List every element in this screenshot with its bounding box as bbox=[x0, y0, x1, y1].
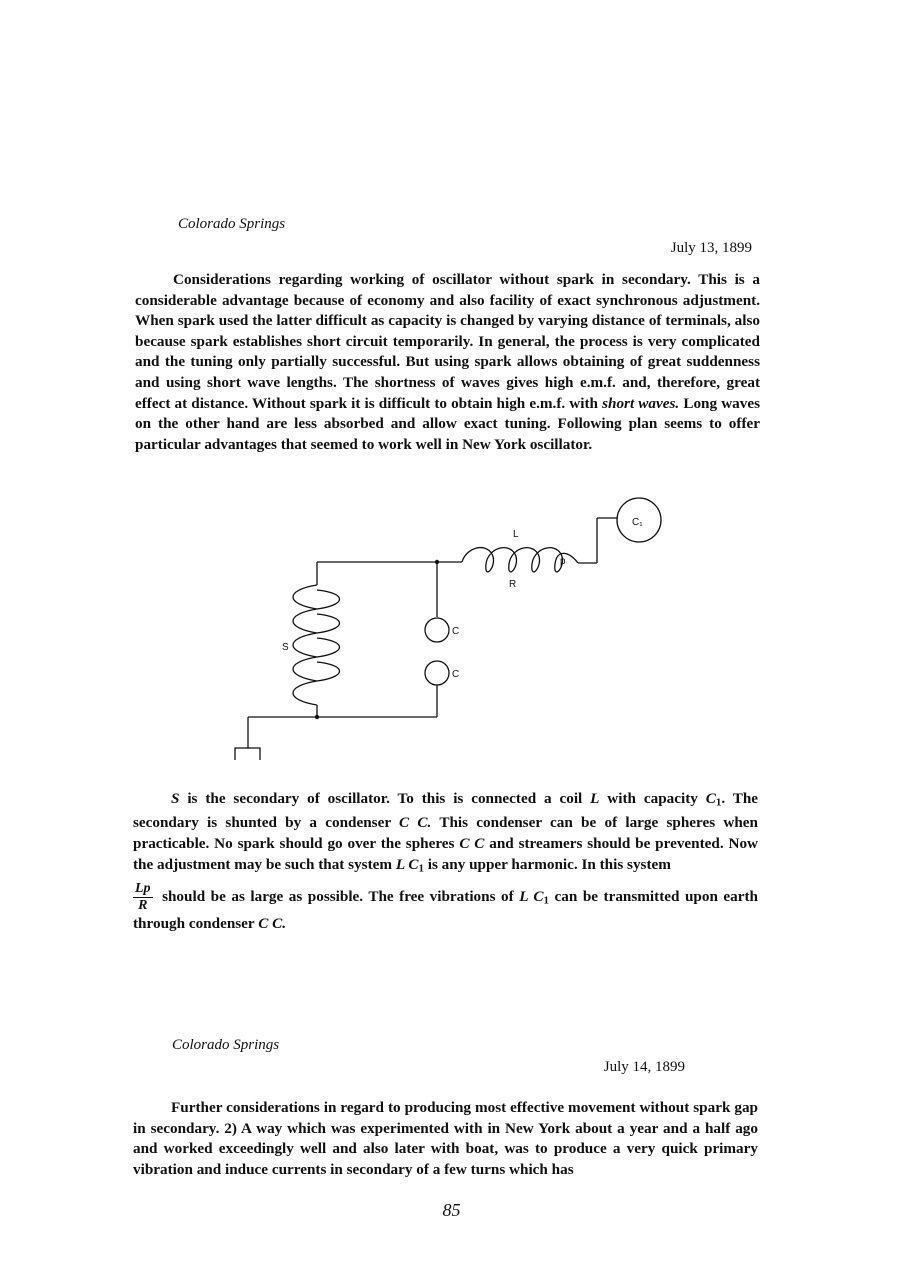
entry2-date: July 14, 1899 bbox=[603, 1059, 685, 1075]
entry1-place: Colorado Springs bbox=[178, 216, 286, 232]
entry2-paragraph: Further considerations in regard to producing most effective movement without spark gap in secondary. 2) A way which was experimented with in New York about a year and a half ago and worked exceedingly well and also later with boat, was to produce a very quick primary vibration and induce currents in secondary of a few turns which has bbox=[133, 1099, 758, 1178]
sphere-lower bbox=[425, 661, 449, 685]
label-s: S bbox=[282, 642, 289, 653]
secondary-coil-s bbox=[293, 585, 340, 705]
fraction-lp-over-r: $\frac{Lp}{R}$ bbox=[135, 880, 151, 913]
label-p: p bbox=[560, 556, 566, 567]
italic-short-waves: short waves. bbox=[602, 394, 680, 412]
entry1-date: July 13, 1899 bbox=[670, 240, 752, 256]
label-r: R bbox=[509, 579, 517, 590]
explanation-paragraph: S is the secondary of oscillator. To this is connected a coil L with capacity $C_1$. The secondary is shunted by a condenser C C. This condenser can be of large spheres when practicable. No spark should go over the spheres C C and streamers should be prevented. Now the adjustment may be such that system L $C_1$ is any upper harmonic. In this system $\frac{Lp}{R}$ should be as large as possible. The free vibrations of L $C_1$ can be transmitted upon earth through condenser C C. bbox=[133, 790, 759, 932]
ground-symbol bbox=[235, 748, 260, 760]
entry1-paragraph: Considerations regarding working of oscillator without spark in secondary. This is a considerable advantage because of economy and also facility of exact synchronous adjustment. When spark used the latter difficult as capacity is changed by varying distance of terminals, also because spark establishes short circuit temporarily. In general, the process is very complicated and the tuning only partially successful. But using spark allows obtaining of great suddenness and using short wave lengths. The shortness of waves gives high e.m.f. and, therefore, great effect at distance. Without spark it is difficult to obtain high e.m.f. with short waves. Long waves on the other hand are less absorbed and allow exact tuning. Following plan seems to offer particular advantages that seemed to work well in New York oscillator. bbox=[135, 271, 761, 453]
label-c-lower: C bbox=[452, 669, 460, 680]
label-c1: C₁ bbox=[632, 517, 643, 528]
label-l: L bbox=[513, 529, 519, 540]
circuit-diagram bbox=[0, 490, 903, 770]
entry2-place: Colorado Springs bbox=[172, 1037, 280, 1053]
junction-top bbox=[435, 560, 439, 564]
page-number: 85 bbox=[442, 1200, 461, 1220]
junction-bottom bbox=[315, 715, 319, 719]
label-c-upper: C bbox=[452, 626, 460, 637]
sphere-upper bbox=[425, 618, 449, 642]
